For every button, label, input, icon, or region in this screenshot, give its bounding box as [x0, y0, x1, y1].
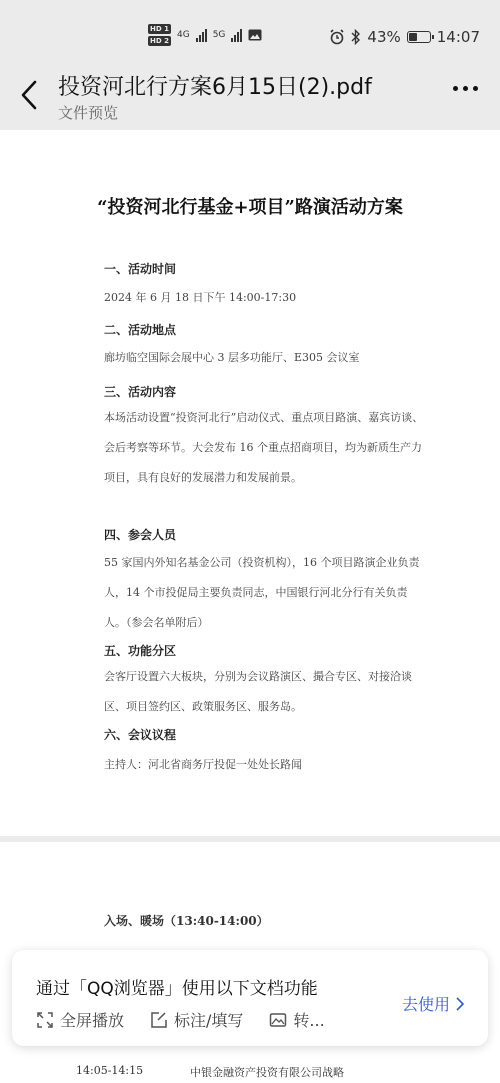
more-dot-icon [473, 86, 478, 91]
document-page-1[interactable] [0, 130, 500, 836]
network1-label: 4G [176, 30, 190, 40]
chevron-right-icon [456, 997, 464, 1011]
annotate-label: 标注/填写 [174, 1011, 244, 1030]
image-icon [248, 29, 262, 41]
go-use-button[interactable] [402, 992, 464, 1015]
section-text-zones: 会客厅设置六大板块，分别为会议路演区、撮合专区、对接洽谈区、项目签约区、政策服务区、服务岛。 [104, 670, 412, 713]
section-heading-content: 三、活动内容 [104, 385, 177, 399]
agenda-item: 中银金融资产投资有限公司战略 [190, 1066, 344, 1079]
signal-group [148, 24, 262, 46]
convert-action[interactable] [269, 1008, 324, 1031]
hd2-badge: HD 2 [150, 37, 169, 45]
go-use-label: 去使用 [401, 995, 450, 1014]
banner-actions [36, 1008, 325, 1031]
section-heading-agenda: 六、会议议程 [104, 728, 177, 742]
section-text-agenda: 主持人：河北省商务厅投促一处处长路闻 [104, 758, 302, 771]
signal1-icon [196, 28, 207, 42]
document-title: “投资河北行基金+项目”路演活动方案 [97, 197, 403, 218]
section-text-location: 廊坊临空国际会展中心 3 层多功能厅、E305 会议室 [104, 351, 360, 364]
agenda-time: 14:05-14:15 [76, 1064, 144, 1077]
convert-label: 转... [293, 1011, 325, 1030]
image-convert-icon [269, 1011, 287, 1029]
more-options-button[interactable] [453, 86, 478, 91]
battery-icon [407, 31, 431, 43]
section-text-attendees: 55 家国内外知名基金公司（投资机构），16 个项目路演企业负责人，14 个市投促局主要负责同志，中国银行河北分行有关负责人。（参会名单附后） [104, 556, 420, 629]
section-heading-zones: 五、功能分区 [104, 644, 177, 658]
section-text-content: 本场活动设置“投资河北行”启动仪式、重点项目路演、嘉宾访谈、会后考察等环节。大会发布 16 个重点招商项目，均为新质生产力项目，具有良好的发展潜力和发展前景。 [104, 411, 424, 484]
status-right [329, 28, 480, 46]
back-button[interactable] [14, 78, 44, 112]
more-dot-icon [453, 86, 458, 91]
clock: 14:07 [436, 28, 480, 46]
fullscreen-icon [36, 1011, 54, 1029]
file-title: 投资河北行方案6月15日(2).pdf [58, 75, 372, 100]
hd-badges [148, 24, 171, 46]
annotate-action[interactable] [150, 1008, 243, 1031]
app-header [0, 60, 500, 130]
file-preview-label: 文件预览 [58, 104, 119, 122]
section-text-time: 2024 年 6 月 18 日下午 14:00-17:30 [104, 291, 297, 304]
section-heading-time: 一、活动时间 [104, 262, 177, 276]
chevron-left-icon [20, 80, 38, 110]
hd1-badge: HD 1 [150, 25, 169, 33]
battery-fill [409, 33, 417, 41]
agenda-entry: 入场、暖场（13:40-14:00） [104, 914, 269, 928]
qq-browser-banner[interactable] [12, 950, 488, 1046]
battery-percent: 43% [367, 28, 401, 46]
edit-icon [150, 1011, 168, 1029]
fullscreen-play-label: 全屏播放 [60, 1011, 125, 1030]
network2-label: 5G [212, 30, 226, 40]
banner-message: 通过「QQ浏览器」使用以下文档功能 [36, 979, 318, 999]
more-dot-icon [463, 86, 468, 91]
section-heading-location: 二、活动地点 [104, 323, 177, 337]
signal2-icon [231, 28, 242, 42]
section-heading-attendees: 四、参会人员 [104, 528, 177, 542]
bluetooth-icon [351, 29, 361, 45]
alarm-icon [329, 29, 345, 45]
fullscreen-play-action[interactable] [36, 1008, 124, 1031]
